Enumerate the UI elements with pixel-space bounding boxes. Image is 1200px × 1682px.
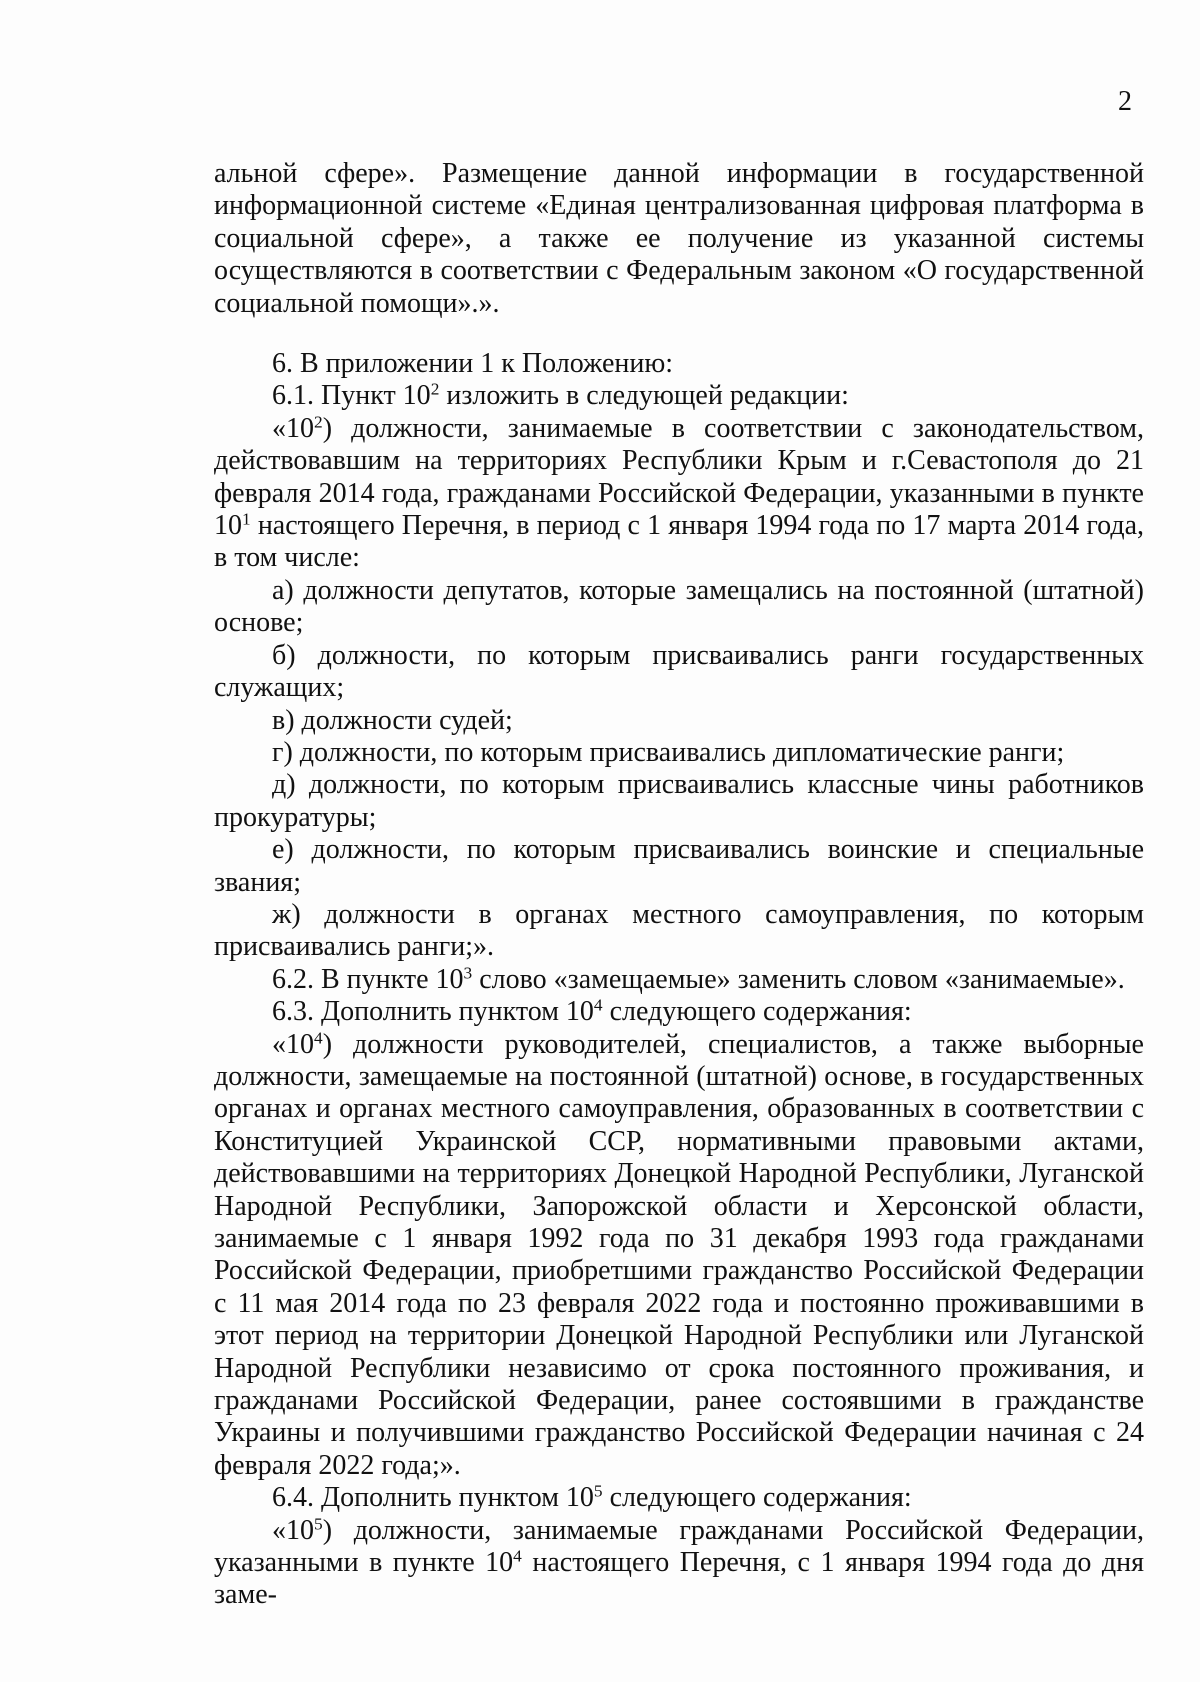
- paragraph-subitem-a: а) должности депутатов, которые замещались на постоянной (штатной) основе;: [214, 574, 1144, 639]
- paragraph-item-6-3: 6.3. Дополнить пунктом $10^4$ следующего содержания:: [272, 995, 912, 1028]
- paragraph-subitem-v: в) должности судей;: [272, 704, 513, 736]
- paragraph-item-6-1: 6.1. Пункт $10^2$ изложить в следующей редакции:: [272, 379, 849, 412]
- paragraph-subitem-e: е) должности, по которым присваивались воинские и специальные звания;: [214, 834, 1144, 898]
- document-body: [214, 158, 1144, 1612]
- paragraph-subitem-b: б) должности, по которым присваивались ранги государственных служащих;: [214, 639, 1144, 704]
- paragraph-subitem-g: г) должности, по которым присваивались дипломатические ранги;: [272, 736, 1065, 768]
- paragraph-point-10-4: «$10^4$) должности руководителей, специалистов, а также выборные должности, замещаемые на постоянной (штатной) основе, в государственных органах и органах местного самоуправления, образованных в соответствии с Конституцией Украинской ССР, нормативными правовыми актами, действовавшими на территориях Донецкой Народной Республики, Луганской Народной Республики, Запорожской области и Херсонской области, занимаемые с 1 января 1992 года по 31 декабря 1993 года гражданами Российской Федерации, приобретшими гражданство Российской Федерации с 11 мая 2014 года по 23 февраля 2022 года и постоянно проживавшими в этот период на территории Донецкой Народной Республики или Луганской Народной Республики независимо от срока постоянного проживания, и гражданами Российской Федерации, ранее состоявшими в гражданстве Украины и получившими гражданство Российской Федерации начиная с 24 февраля 2022 года;».: [214, 1028, 1144, 1481]
- paragraph-continuation: альной сфере». Размещение данной информации в государственной информационной системе «Единая централизованная цифровая платформа в социальной сфере», а также ее получение из указанной системы осуществляются в соответствии с Федеральным законом «О государственной социальной помощи».».: [214, 158, 1144, 319]
- paragraph-subitem-d: д) должности, по которым присваивались классные чины работников прокуратуры;: [214, 769, 1144, 833]
- paragraph-point-10-5: «$10^5$) должности, занимаемые гражданами Российской Федерации, указанными в пункте $10^4$ настоящего Перечня, с 1 января 1994 года до дня заме-: [214, 1514, 1144, 1611]
- paragraph-item-6-2: 6.2. В пункте $10^3$ слово «замещаемые» заменить словом «занимаемые».: [272, 963, 1125, 995]
- paragraph-item-6-4: 6.4. Дополнить пунктом $10^5$ следующего содержания:: [272, 1481, 912, 1514]
- page-number: 2: [1118, 86, 1132, 117]
- paragraph-item-6: 6. В приложении 1 к Положению:: [272, 348, 674, 380]
- paragraph-point-10-2: «$10^2$) должности, занимаемые в соответствии с законодательством, действовавшим на территориях Республики Крым и г.Севастополя до 21 февраля 2014 года, гражданами Российской Федерации, указанными в пункте $10^1$ настоящего Перечня, в период с 1 января 1994 года по 17 марта 2014 года, в том числе:: [214, 412, 1144, 574]
- paragraph-subitem-zh: ж) должности в органах местного самоуправления, по которым присваивались ранги;».: [214, 898, 1144, 963]
